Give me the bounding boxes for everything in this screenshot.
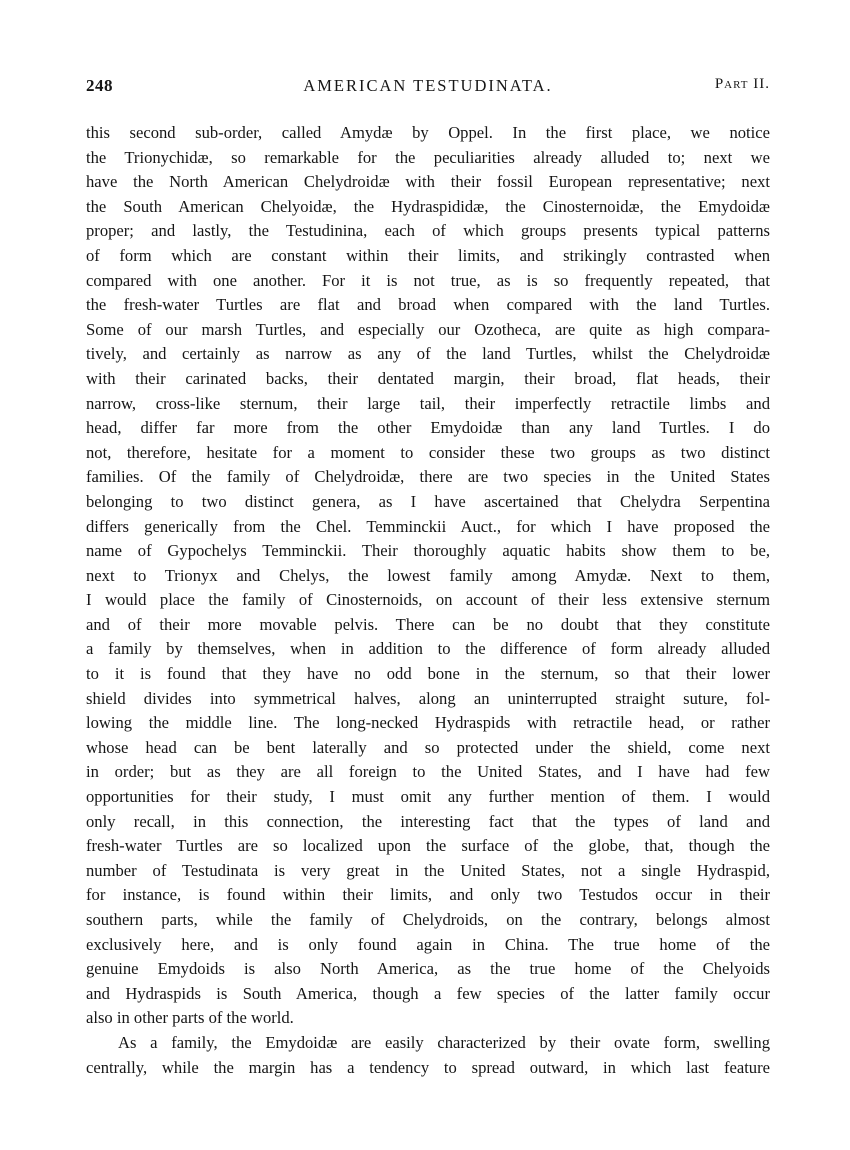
body-text [86, 121, 770, 1080]
text-line: name of Gypochelys Temminckii. Their thoroughly aquatic habits show them to be, [86, 541, 770, 561]
text-line: shield divides into symmetrical halves, along an uninterrupted straight suture, fol- [86, 688, 770, 708]
text-line: have the North American Chelydroidæ with their fossil European representative; next [86, 172, 770, 192]
page-number: 248 [86, 76, 113, 95]
text-line: tively, and certainly as narrow as any of the land Turtles, whilst the Chelydroidæ [86, 344, 770, 364]
text-line: opportunities for their study, I must omit any further mention of them. I would [86, 787, 770, 807]
text-line: with their carinated backs, their dentated margin, their broad, flat heads, their [86, 368, 770, 388]
text-line: narrow, cross-like sternum, their large tail, their imperfectly retractile limbs and [86, 393, 770, 413]
text-line: proper; and lastly, the Testudinina, each of which groups presents typical patterns [86, 221, 770, 241]
text-line: southern parts, while the family of Chelydroids, on the contrary, belongs almost [86, 910, 770, 929]
part-label: Part II. [714, 76, 770, 92]
text-line: of form which are constant within their limits, and strikingly contrasted when [86, 245, 770, 265]
text-line: genuine Emydoids is also North America, as the true home of the Chelyoids [86, 959, 770, 979]
text-line: to it is found that they have no odd bone in the sternum, so that their lower [86, 664, 770, 684]
text-line: centrally, while the margin has a tendency to spread outward, in which last feature [86, 1057, 770, 1077]
text-line: and Hydraspids is South America, though a few species of the latter family occur [86, 983, 770, 1003]
text-line: differs generically from the Chel. Temminckii Auct., for which I have proposed the [86, 516, 770, 536]
text-line: fresh-water Turtles are so localized upon the surface of the globe, that, though the [86, 836, 770, 856]
running-head [86, 76, 770, 102]
text-line: in order; but as they are all foreign to the United States, and I have had few [86, 762, 770, 782]
text-line: head, differ far more from the other Emydoidæ than any land Turtles. I do [86, 418, 770, 438]
text-line: As a family, the Emydoidæ are easily characterized by their ovate form, swelling [118, 1032, 770, 1052]
text-line: compared with one another. For it is not true, as is so frequently repeated, that [86, 270, 770, 290]
text-line: I would place the family of Cinosternoids, on account of their less extensive sternum [86, 590, 770, 610]
text-line: not, therefore, hesitate for a moment to consider these two groups as two distinct [86, 442, 770, 462]
text-line: exclusively here, and is only found again in China. The true home of the [86, 934, 770, 954]
text-line: the fresh-water Turtles are flat and broad when compared with the land Turtles. [86, 295, 770, 315]
text-line: also in other parts of the world. [86, 1008, 294, 1028]
text-line: this second sub-order, called Amydæ by Oppel. In the first place, we notice [86, 123, 770, 142]
text-line: only recall, in this connection, the interesting fact that the types of land and [86, 811, 770, 831]
text-line: for instance, is found within their limits, and only two Testudos occur in their [86, 885, 770, 905]
text-line: number of Testudinata is very great in the United States, not a single Hydraspid, [86, 860, 770, 880]
running-title: AMERICAN TESTUDINATA. [303, 76, 553, 95]
text-line: a family by themselves, when in addition to the difference of form already alluded [86, 639, 770, 659]
text-line: families. Of the family of Chelydroidæ, there are two species in the United States [86, 467, 770, 487]
text-line: and of their more movable pelvis. There can be no doubt that they constitute [86, 614, 770, 634]
text-line: the South American Chelyoidæ, the Hydraspididæ, the Cinosternoidæ, the Emydoidæ [86, 196, 770, 216]
text-line: next to Trionyx and Chelys, the lowest family among Amydæ. Next to them, [86, 565, 770, 585]
text-line: whose head can be bent laterally and so protected under the shield, come next [86, 737, 770, 757]
text-line: belonging to two distinct genera, as I have ascertained that Chelydra Serpentina [86, 491, 770, 511]
text-line: the Trionychidæ, so remarkable for the peculiarities already alluded to; next we [86, 147, 770, 167]
text-line: lowing the middle line. The long-necked Hydraspids with retractile head, or rather [86, 713, 770, 733]
text-line: Some of our marsh Turtles, and especially our Ozotheca, are quite as high compara- [86, 319, 770, 339]
